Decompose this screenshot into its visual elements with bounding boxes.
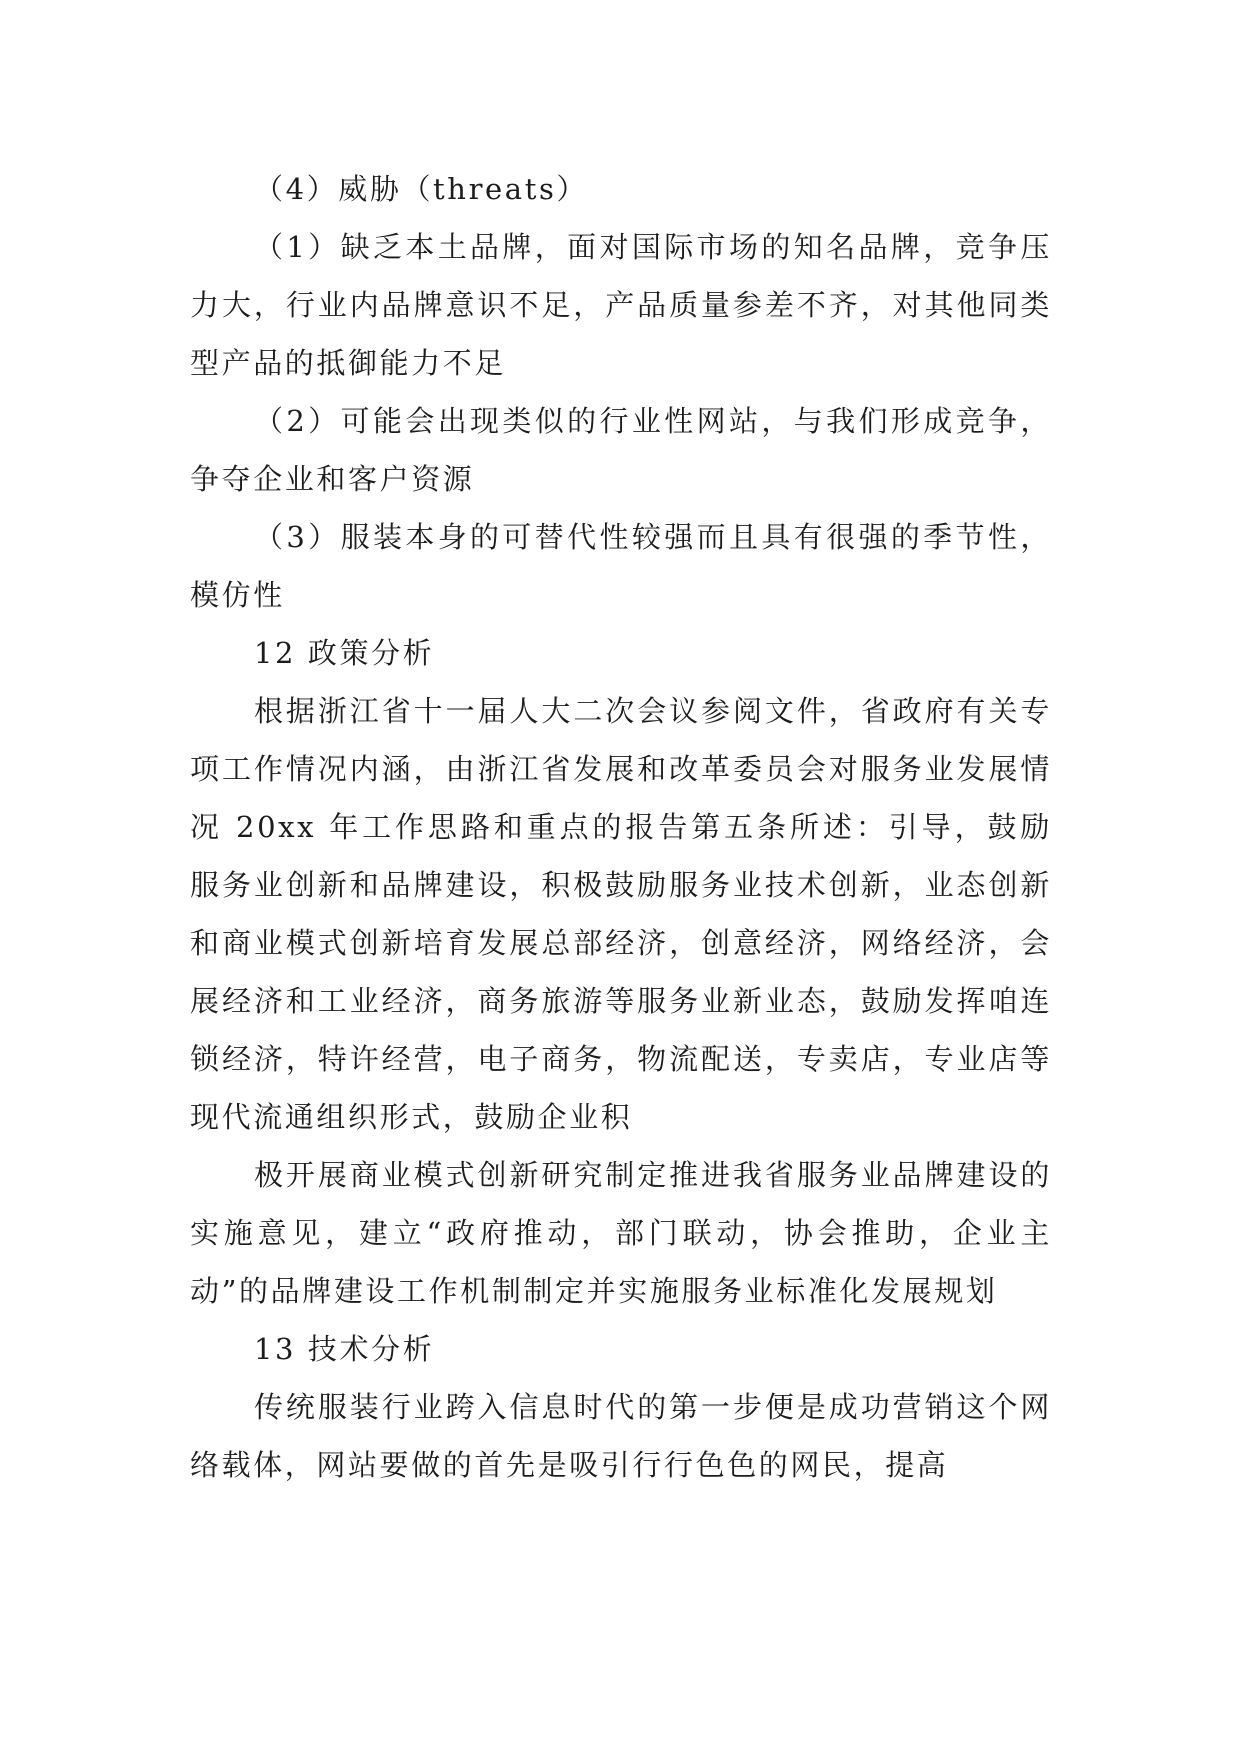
technology-paragraph: 传统服装行业跨入信息时代的第一步便是成功营销这个网络载体，网站要做的首先是吸引行行色色的网民，提高 [190,1390,1052,1482]
threat-item-1: （1）缺乏本土品牌，面对国际市场的知名品牌，竞争压力大，行业内品牌意识不足，产品质量参差不齐，对其他同类型产品的抵御能力不足 [190,230,1052,380]
section-heading-threats: （4）威胁（threats） [254,172,589,206]
threat-item-3: （3）服装本身的可替代性较强而且具有很强的季节性，模仿性 [190,520,1052,612]
section-heading-technology: 13 技术分析 [254,1332,435,1366]
document-body [190,160,1052,1494]
section-heading-policy: 12 政策分析 [254,636,435,670]
threat-item-2: （2）可能会出现类似的行业性网站，与我们形成竞争，争夺企业和客户资源 [190,404,1052,496]
policy-paragraph-2: 极开展商业模式创新研究制定推进我省服务业品牌建设的实施意见，建立“政府推动，部门联动，协会推助，企业主动”的品牌建设工作机制制定并实施服务业标准化发展规划 [190,1158,1052,1308]
policy-paragraph-1: 根据浙江省十一届人大二次会议参阅文件，省政府有关专项工作情况内涵，由浙江省发展和改革委员会对服务业发展情况 20xx 年工作思路和重点的报告第五条所述：引导，鼓励服务业创新和品牌建设，积极鼓励服务业技术创新，业态创新和商业模式创新培育发展总部经济，创意经济，网络经济，会展经济和工业经济，商务旅游等服务业新业态，鼓励发挥咱连锁经济，特许经营，电子商务，物流配送，专卖店，专业店等现代流通组织形式，鼓励企业积 [190,694,1052,1134]
